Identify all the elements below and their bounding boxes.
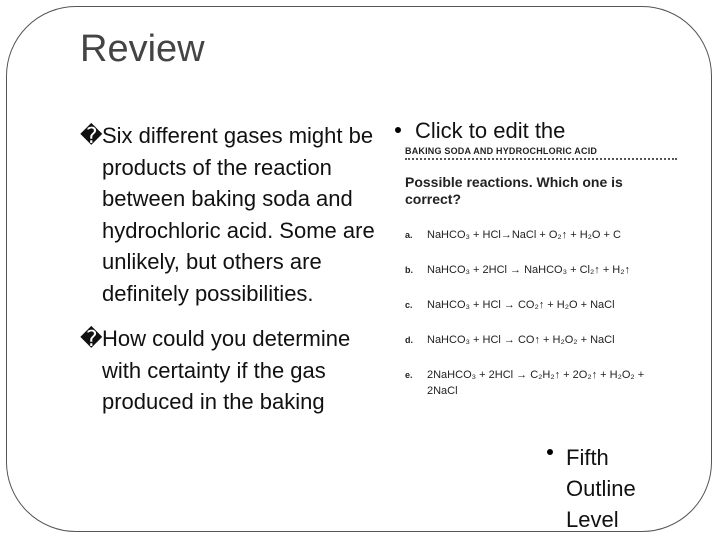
reaction-item <box>405 367 685 399</box>
paragraph-question <box>80 323 380 418</box>
reaction-letter: e. <box>405 370 413 380</box>
reaction-letter: a. <box>405 230 413 240</box>
bullet-dot-icon <box>547 449 553 455</box>
reaction-equation: NaHCO₃ + HCl → CO₂↑ + H₂O + NaCl <box>427 299 615 311</box>
outline-level-five <box>550 442 666 535</box>
reaction-equation: 2NaHCO₃ + 2HCl → C₂H₂↑ + 2O₂↑ + H₂O₂ + 2NaCl <box>427 369 645 397</box>
paragraph-question-text: How could you determine with certainty if the gas produced in the baking <box>102 326 351 414</box>
right-placeholder-text: Click to edit the <box>415 118 566 143</box>
reaction-letter: c. <box>405 300 413 310</box>
reaction-equation: NaHCO₃ + HCl→NaCl + O₂↑ + H₂O + C <box>427 229 621 241</box>
bullet-dot-icon <box>395 127 401 133</box>
bullet-box-icon: � <box>80 123 103 148</box>
right-placeholder[interactable] <box>395 118 565 144</box>
dotted-divider <box>405 158 677 160</box>
paragraph-gases <box>80 120 380 309</box>
panel-heading: BAKING SODA AND HYDROCHLORIC ACID <box>405 146 598 156</box>
reaction-item <box>405 227 685 243</box>
reaction-equation: NaHCO₃ + HCl → CO↑ + H₂O₂ + NaCl <box>427 334 615 346</box>
panel-question: Possible reactions. Which one is correct? <box>405 174 623 207</box>
reaction-equation: NaHCO₃ + 2HCl → NaHCO₃ + Cl₂↑ + H₂↑ <box>427 264 631 276</box>
bullet-box-icon: � <box>80 326 103 351</box>
reaction-letter: d. <box>405 335 413 345</box>
slide-title: Review <box>80 28 205 70</box>
reaction-item <box>405 297 685 313</box>
reactions-panel <box>405 146 685 399</box>
outline-level-five-text: Fifth Outline Level <box>566 445 636 532</box>
reaction-item <box>405 262 685 278</box>
left-text-column <box>80 120 380 418</box>
reaction-item <box>405 332 685 348</box>
paragraph-gases-text: Six different gases might be products of the reaction between baking soda and hydrochloric acid. Some are unlikely, but others are definitely possibilities. <box>102 123 375 306</box>
reaction-letter: b. <box>405 265 413 275</box>
